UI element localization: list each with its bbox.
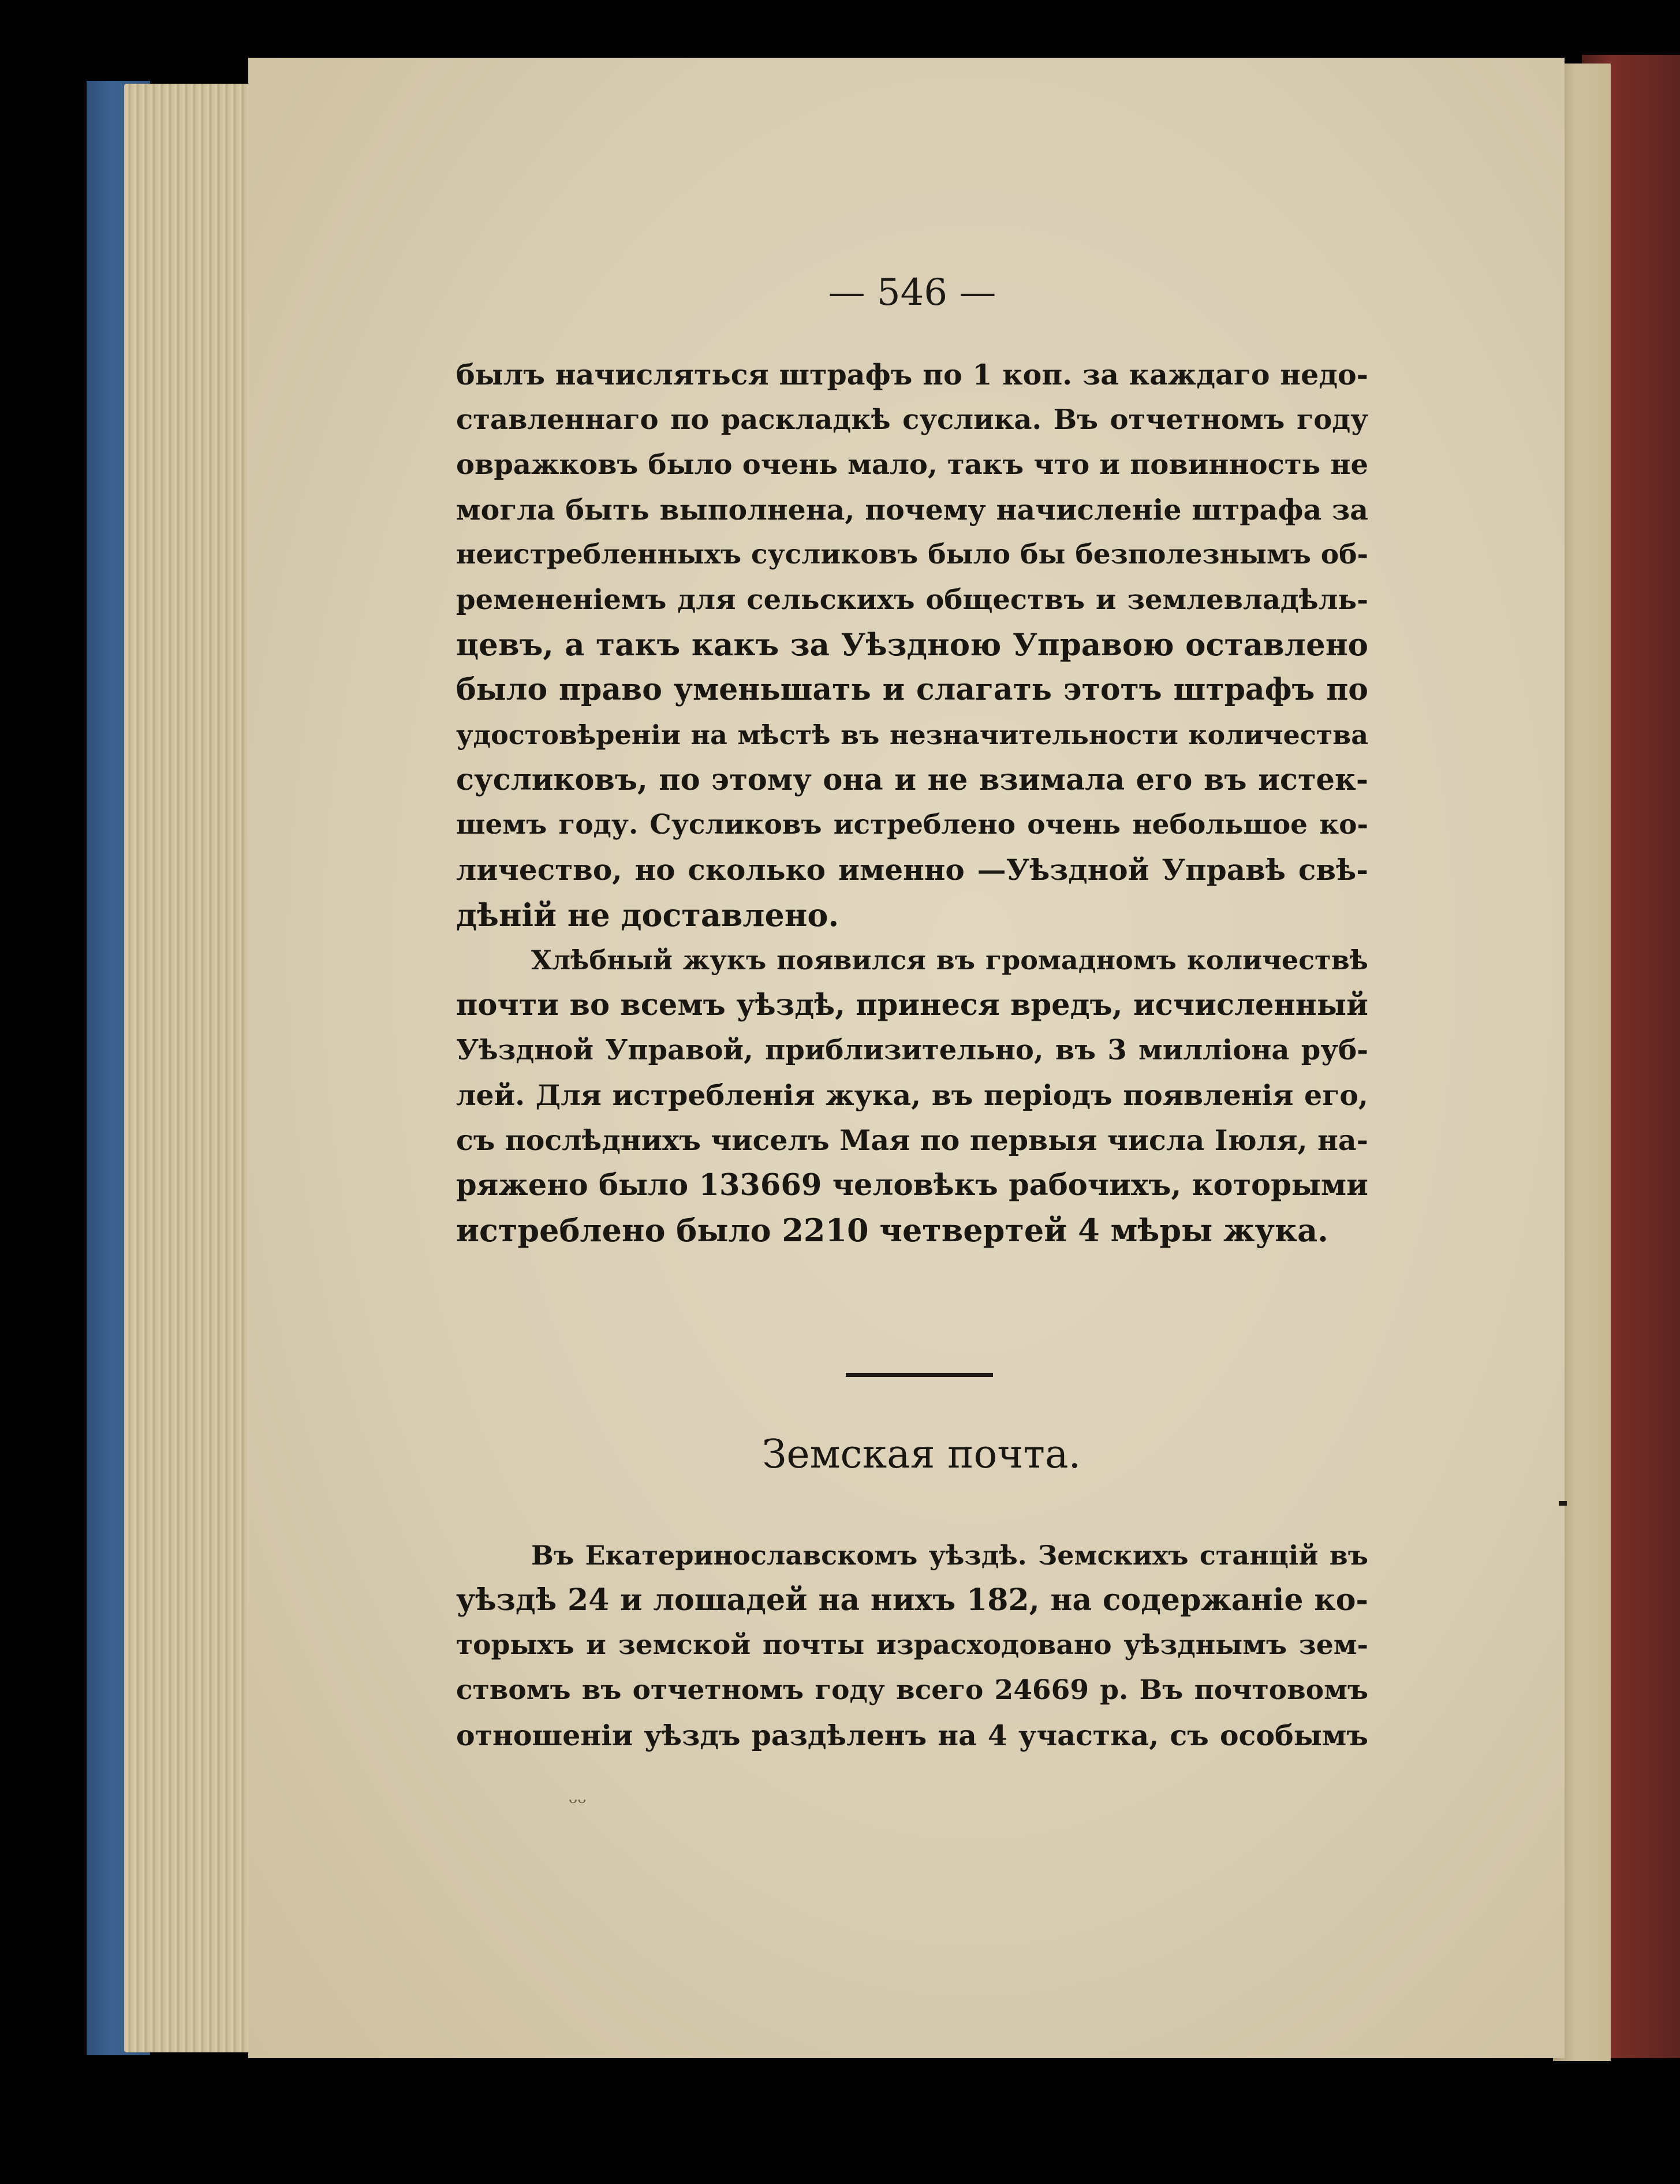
text-line: было право уменьшать и слагать этотъ штрафъ по <box>456 672 1368 707</box>
text-line: ряжено было 133669 человѣкъ рабочихъ, которыми <box>456 1168 1368 1203</box>
text-line: дѣній не доставлено. <box>456 897 839 934</box>
text-line: лей. Для истребленія жука, въ періодъ появленія его, <box>456 1078 1368 1112</box>
text-line: торыхъ и земской почты израсходовано уѣзднымъ зем- <box>456 1629 1368 1661</box>
section-heading: Земская почта. <box>762 1432 1081 1477</box>
text-line: почти во всемъ уѣздѣ, принеся вредъ, исчисленный <box>456 988 1368 1022</box>
page-edges <box>124 84 257 2052</box>
text-line: личество, но сколько именно —Уѣздной Управѣ свѣ- <box>456 853 1368 887</box>
text-line-indent: Въ Екатеринославскомъ уѣздѣ. Земскихъ станцій въ <box>531 1540 1368 1571</box>
text-line: ствомъ въ отчетномъ году всего 24669 р. Въ почтовомъ <box>456 1674 1368 1706</box>
text-line-indent: Хлѣбный жукъ появился въ громадномъ количествѣ <box>531 944 1368 976</box>
text-line: цевъ, а такъ какъ за Уѣздною Управою оставлено <box>456 627 1368 663</box>
spine-mark <box>1559 1501 1567 1506</box>
footer-mark: ᵕᵕ <box>569 1790 587 1816</box>
text-line: сусликовъ, по этому она и не взимала его въ истек- <box>456 763 1368 797</box>
page-number: — 546 — <box>828 271 996 314</box>
text-line: ремененіемъ для сельскихъ обществъ и землевладѣль- <box>456 584 1368 616</box>
text-line: уѣздѣ 24 и лошадей на нихъ 182, на содержаніе ко- <box>456 1582 1368 1618</box>
text-line: удостовѣреніи на мѣстѣ въ незначительности количества <box>456 719 1368 751</box>
text-line: могла быть выполнена, почему начисленіе штрафа за <box>456 493 1368 527</box>
text-line: овражковъ было очень мало, такъ что и повинность не <box>456 449 1368 481</box>
text-line: съ послѣднихъ чиселъ Мая по первыя числа Іюля, на- <box>456 1123 1368 1157</box>
text-line: неистребленныхъ сусликовъ было бы безполезнымъ об- <box>456 539 1368 570</box>
section-divider <box>846 1373 993 1377</box>
text-line: шемъ году. Сусликовъ истреблено очень небольшое ко- <box>456 809 1368 841</box>
text-line: Уѣздной Управой, приблизительно, въ 3 милліона руб- <box>456 1034 1368 1066</box>
text-line: былъ начисляться штрафъ по 1 коп. за каждаго недо- <box>456 358 1368 391</box>
text-line: истреблено было 2210 четвертей 4 мѣры жука. <box>456 1212 1328 1249</box>
text-line: отношеніи уѣздъ раздѣленъ на 4 участка, съ особымъ <box>456 1719 1368 1752</box>
text-line: ставленнаго по раскладкѣ суслика. Въ отчетномъ году <box>456 404 1368 436</box>
